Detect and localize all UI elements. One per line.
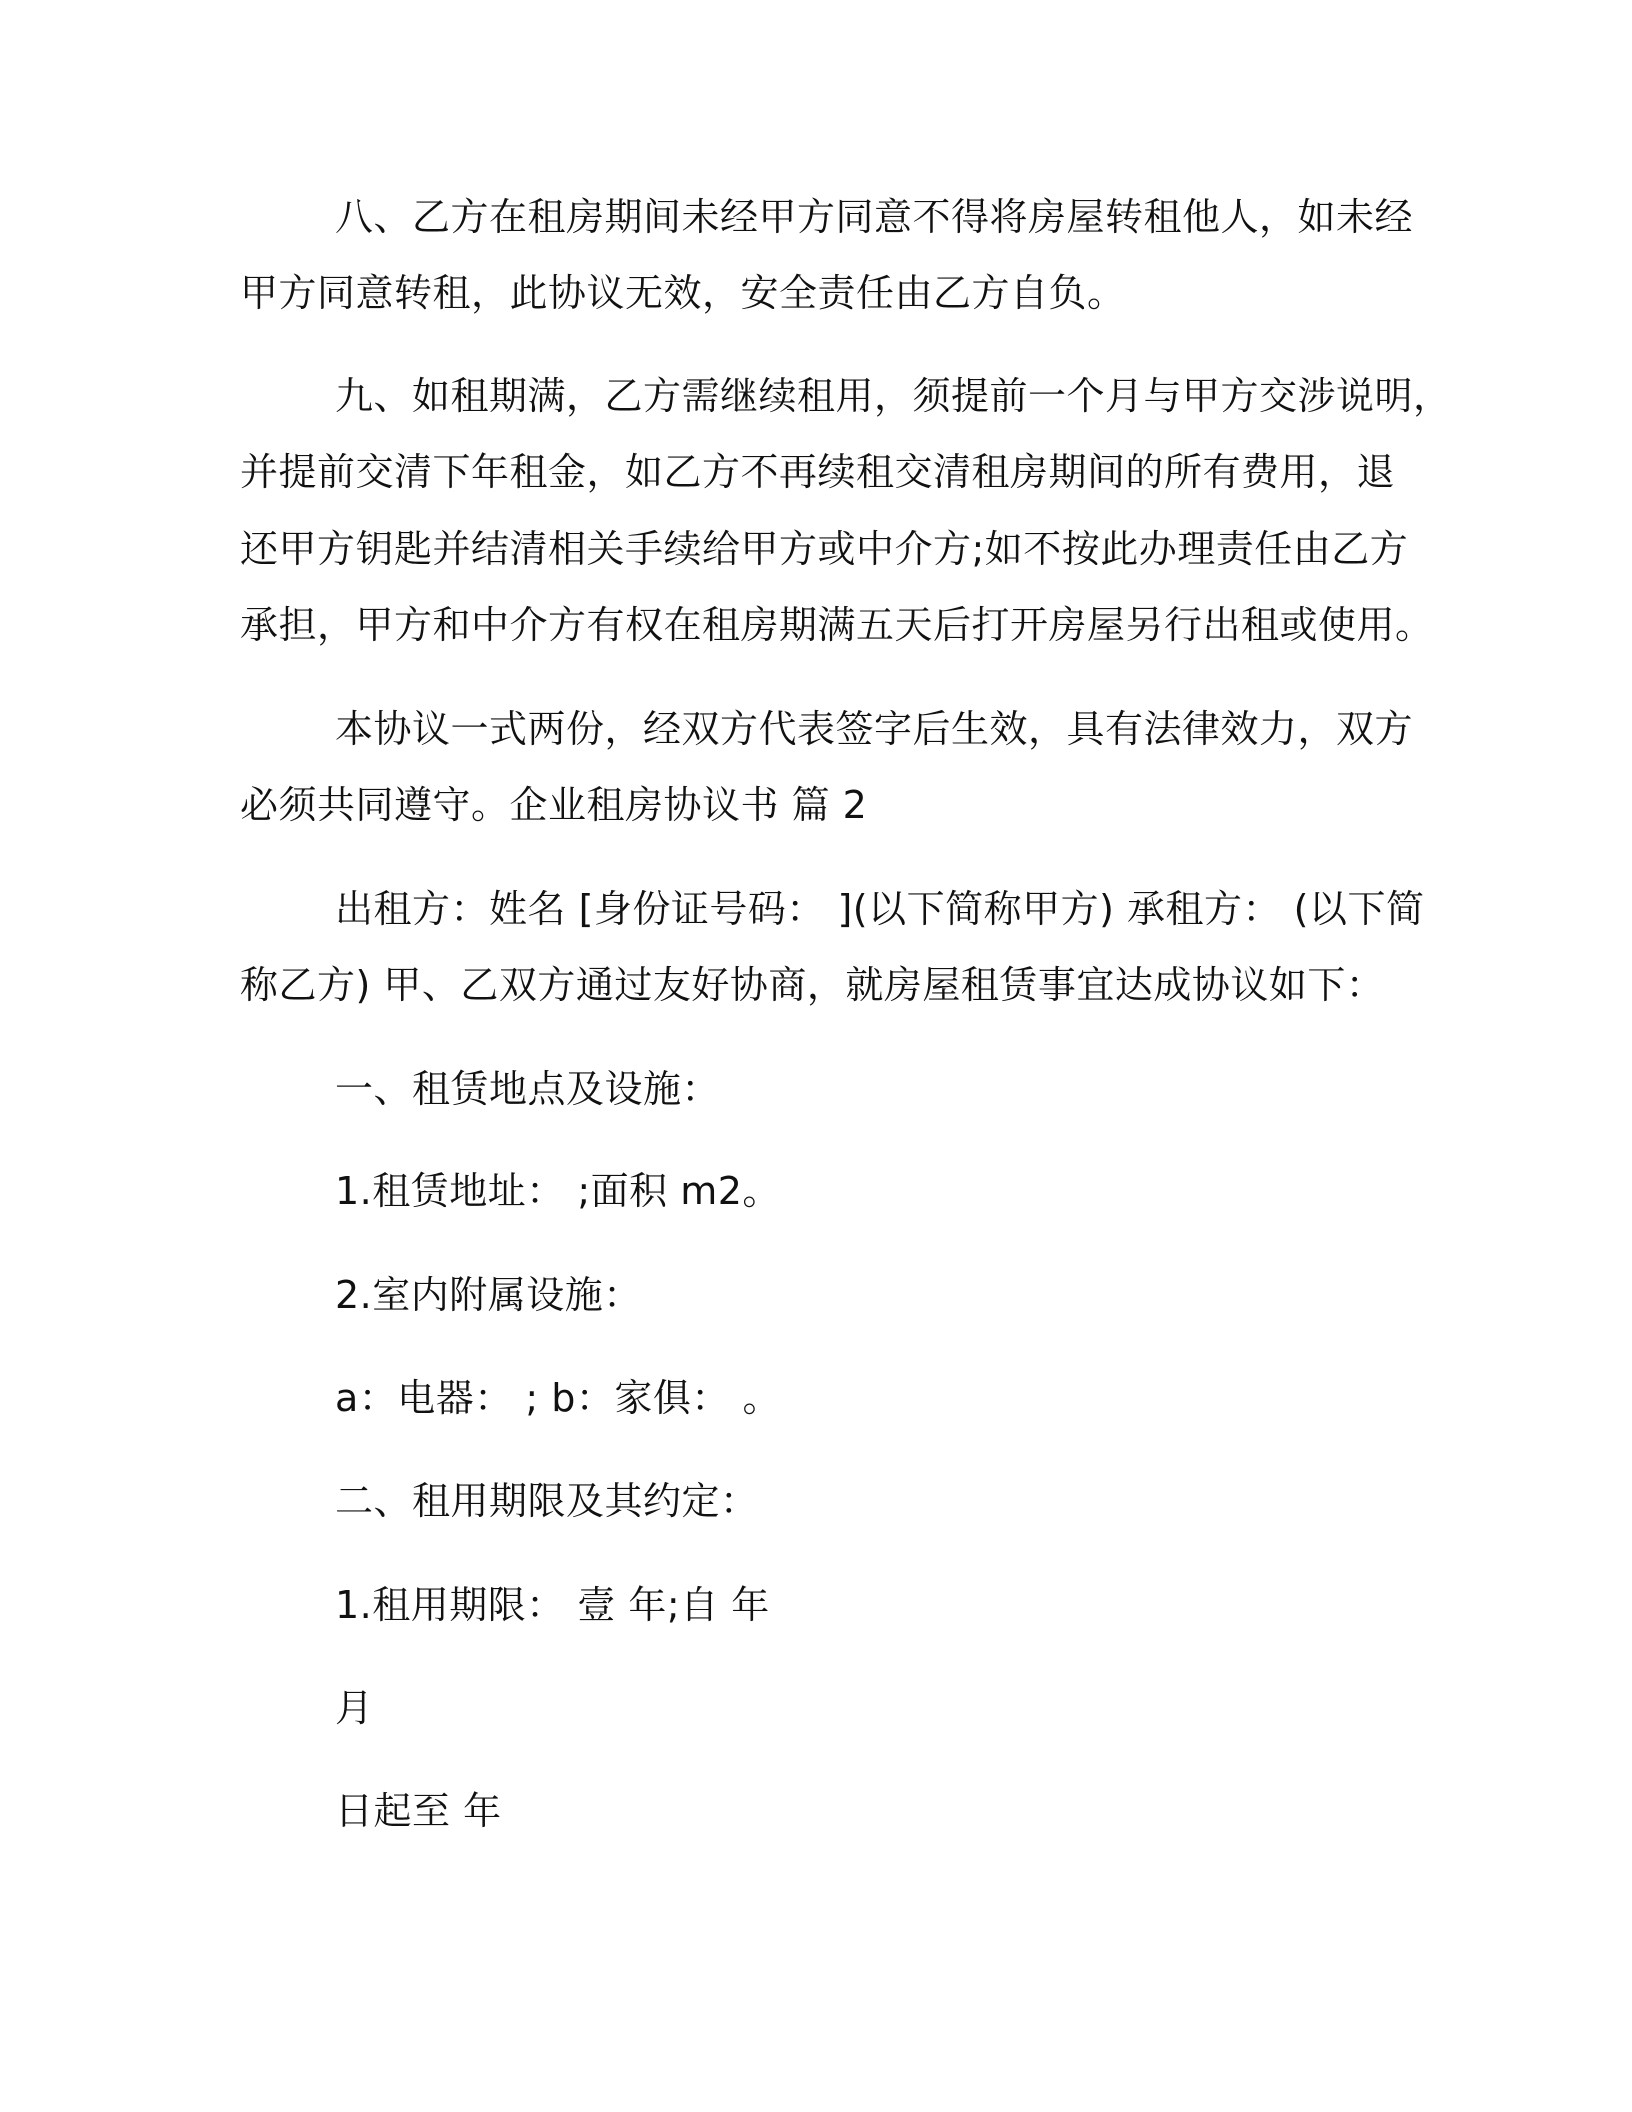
lease-term-day: 日起至 年 [335, 1789, 502, 1833]
facilities-detail: a：电器： ; b：家俱： 。 [335, 1376, 781, 1420]
paragraph-8-line-2: 甲方同意转租，此协议无效，安全责任由乙方自负。 [240, 271, 1126, 315]
paragraph-9-line-3: 还甲方钥匙并结清相关手续给甲方或中介方;如不按此办理责任由乙方 [240, 527, 1409, 571]
lease-term-month: 月 [335, 1686, 374, 1730]
paragraph-9-line-1: 九、如租期满，乙方需继续租用，须提前一个月与甲方交涉说明， [335, 374, 1452, 418]
section-1-heading: 一、租赁地点及设施： [335, 1067, 721, 1111]
paragraph-9-line-4: 承担，甲方和中介方有权在租房期满五天后打开房屋另行出租或使用。 [240, 603, 1434, 647]
lease-address-item: 1.租赁地址： ;面积 m2。 [335, 1169, 781, 1213]
facilities-item: 2.室内附属设施： [335, 1273, 642, 1317]
parties-line-2: 称乙方) 甲、乙双方通过友好协商，就房屋租赁事宜达成协议如下： [240, 963, 1385, 1007]
paragraph-8-line-1: 八、乙方在租房期间未经甲方同意不得将房屋转租他人，如未经 [335, 195, 1414, 239]
closing-line-2: 必须共同遵守。企业租房协议书 篇 2 [240, 783, 868, 827]
lease-term-item: 1.租用期限： 壹 年;自 年 [335, 1583, 770, 1627]
paragraph-9-line-2: 并提前交清下年租金，如乙方不再续租交清租房期间的所有费用，退 [240, 450, 1396, 494]
section-2-heading: 二、租用期限及其约定： [335, 1479, 759, 1523]
closing-line-1: 本协议一式两份，经双方代表签字后生效，具有法律效力，双方 [335, 707, 1414, 751]
parties-line-1: 出租方：姓名 [身份证号码： ](以下简称甲方) 承租方： (以下简 [335, 887, 1425, 931]
